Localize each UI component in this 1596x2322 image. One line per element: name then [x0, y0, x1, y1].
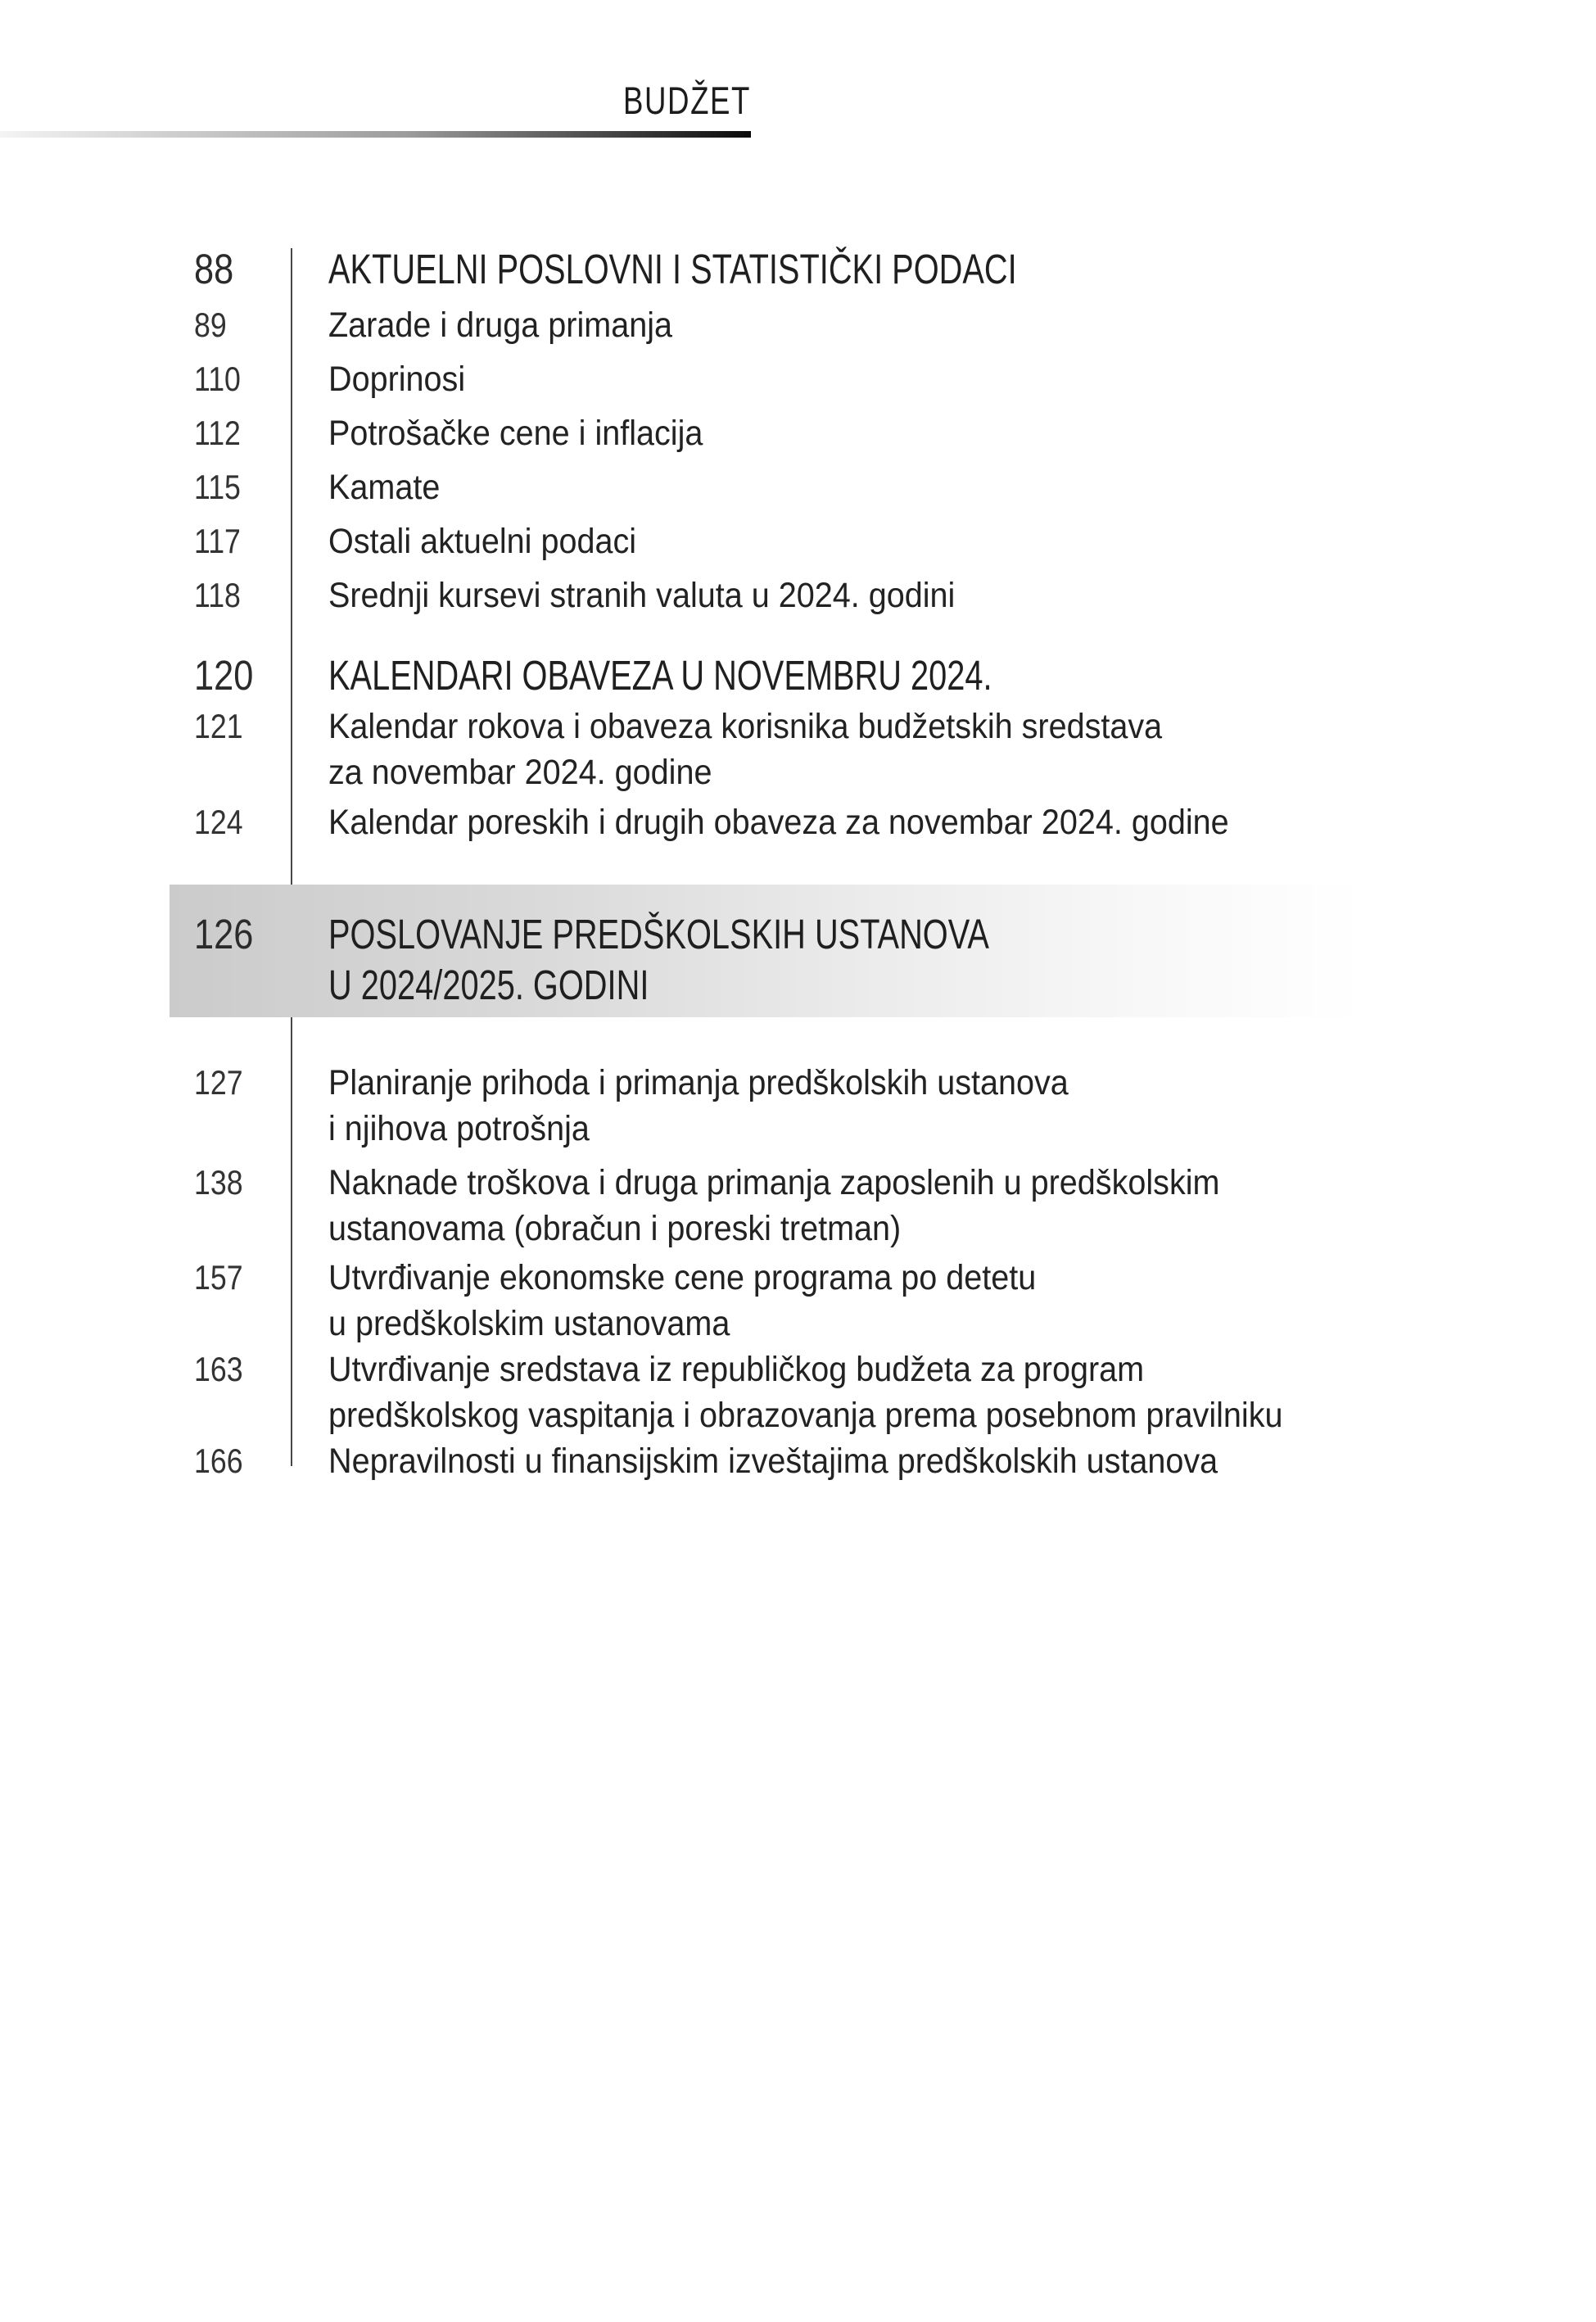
toc-entry-title — [291, 1255, 1097, 1347]
toc-title-line: Nepravilnosti u finansijskim izveštajima predškolskih ustanova — [328, 1442, 1218, 1481]
toc-page-number: 121 — [194, 707, 243, 745]
toc-title-line: Planiranje prihoda i primanja predškolskih ustanova — [328, 1063, 1069, 1102]
toc-page-number: 120 — [194, 652, 254, 699]
toc-entry-title — [291, 1160, 1297, 1252]
toc-title-line: KALENDARI OBAVEZA U NOVEMBRU 2024. — [328, 652, 992, 699]
toc-page-number: 112 — [194, 414, 241, 452]
toc-row — [170, 298, 1512, 352]
page-header-title-text: BUDŽET — [623, 79, 751, 122]
toc-row — [170, 406, 1512, 460]
toc-row — [170, 460, 1512, 514]
toc-page-number: 88 — [194, 246, 234, 292]
toc-page-number: 117 — [194, 522, 241, 560]
toc-page-number: 138 — [194, 1163, 243, 1202]
toc-row — [170, 568, 1512, 622]
toc-row — [170, 795, 1512, 849]
toc-page-number: 157 — [194, 1258, 243, 1297]
toc-title-line: Kamate — [328, 468, 441, 507]
toc-section-title — [291, 244, 1211, 295]
toc-entry-title — [291, 704, 1235, 795]
toc-row — [170, 514, 1512, 568]
toc-row — [170, 1438, 1512, 1484]
toc-title-line: i njihova potrošnja — [328, 1109, 590, 1148]
page-header-title — [0, 79, 751, 122]
toc-title-line: Utvrđivanje sredstava iz republičkog budžeta za program — [328, 1350, 1145, 1389]
toc-title-line: u predškolskim ustanovama — [328, 1304, 730, 1343]
toc-title-line: ustanovama (obračun i poreski tretman) — [328, 1209, 902, 1248]
toc-title-line: Zarade i druga primanja — [328, 306, 673, 345]
toc-title-line: U 2024/2025. GODINI — [328, 962, 649, 1008]
toc-page-number: 166 — [194, 1442, 243, 1480]
toc-entry-title — [291, 514, 663, 568]
toc-section-title — [291, 909, 1175, 1011]
toc-title-line: za novembar 2024. godine — [328, 753, 712, 792]
toc-row — [170, 1347, 1512, 1438]
toc-entry-title — [291, 1438, 1295, 1484]
toc-title-line: Kalendar poreskih i drugih obaveza za novembar 2024. godine — [328, 803, 1229, 842]
toc-section-row-highlighted — [170, 885, 1363, 1017]
header-gradient-rule — [0, 131, 751, 138]
toc-title-line: Ostali aktuelni podaci — [328, 522, 637, 561]
toc-entry-title — [291, 352, 477, 406]
toc-page-number: 127 — [194, 1063, 243, 1102]
toc-entry-title — [291, 1060, 1133, 1152]
toc-title-line: AKTUELNI POSLOVNI I STATISTIČKI PODACI — [328, 246, 1017, 292]
toc-row — [170, 1255, 1512, 1347]
toc-page-number: 115 — [194, 468, 241, 506]
toc-title-line: Naknade troškova i druga primanja zaposlenih u predškolskim — [328, 1163, 1220, 1202]
toc-entry-title — [291, 406, 735, 460]
toc-title-line: Doprinosi — [328, 360, 466, 399]
table-of-contents — [170, 244, 1512, 1484]
toc-entry-title — [291, 1347, 1366, 1438]
toc-entry-title — [291, 568, 1010, 622]
toc-page-number: 124 — [194, 803, 243, 841]
toc-row — [170, 352, 1512, 406]
toc-entry-title — [291, 298, 703, 352]
toc-entry-title — [291, 795, 1307, 849]
toc-page-number: 126 — [194, 911, 254, 957]
toc-section-row — [170, 244, 1512, 295]
toc-row — [170, 704, 1512, 795]
toc-section-title — [291, 650, 1179, 701]
toc-entry-title — [291, 460, 450, 514]
toc-row — [170, 1160, 1512, 1252]
toc-title-line: Srednji kursevi stranih valuta u 2024. godini — [328, 576, 956, 615]
toc-title-line: Kalendar rokova i obaveza korisnika budžetskih sredstava — [328, 707, 1163, 746]
toc-title-line: Potrošačke cene i inflacija — [328, 414, 703, 453]
toc-page-number: 118 — [194, 576, 241, 614]
toc-section-row — [170, 650, 1512, 701]
toc-page-number: 89 — [194, 306, 227, 344]
toc-page-number: 163 — [194, 1350, 243, 1388]
toc-row — [170, 1060, 1512, 1152]
toc-title-line: POSLOVANJE PREDŠKOLSKIH USTANOVA — [328, 911, 989, 957]
toc-page-number: 110 — [194, 360, 241, 398]
toc-title-line: Utvrđivanje ekonomske cene programa po detetu — [328, 1258, 1037, 1297]
toc-title-line: predškolskog vaspitanja i obrazovanja prema posebnom pravilniku — [328, 1396, 1283, 1435]
